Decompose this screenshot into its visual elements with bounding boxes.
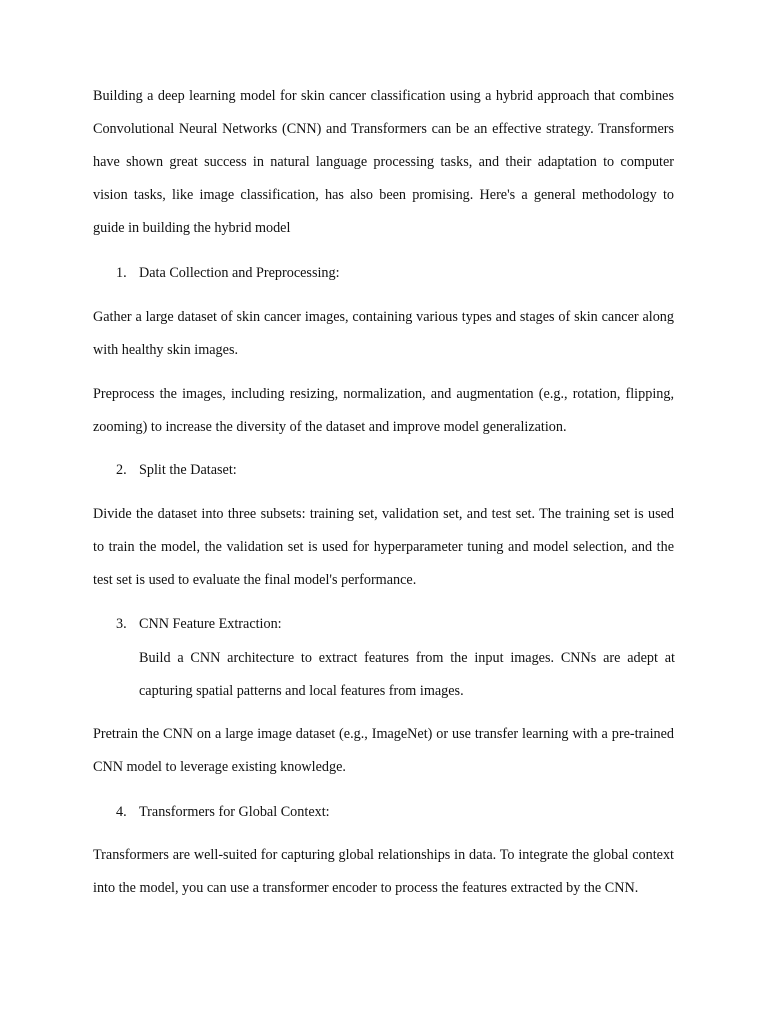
list-number: 3. <box>116 616 127 632</box>
list-item-title: Transformers for Global Context: <box>139 804 330 820</box>
paragraph-preprocess: Preprocess the images, including resizing, normalization, and augmentation (e.g., rotation, flipping, zooming) to increase the diversity of the dataset and improve model generalization. <box>93 386 674 435</box>
list-item-4 <box>116 802 330 822</box>
paragraph-cnn-indented: Build a CNN architecture to extract features from the input images. CNNs are adept at capturing spatial patterns and local features from images. <box>139 650 675 699</box>
intro-paragraph: Building a deep learning model for skin cancer classification using a hybrid approach that combines Convolutional Neural Networks (CNN) and Transformers can be an effective strategy. Transformers have shown great success in natural language processing tasks, and their adaptation to computer vision tasks, like image classification, has also been promising. Here's a general methodology to guide in building the hybrid model <box>93 88 674 236</box>
paragraph-transformers: Transformers are well-suited for capturing global relationships in data. To integrate the global context into the model, you can use a transformer encoder to process the features extracted by the CNN. <box>93 847 674 896</box>
list-item-3 <box>116 614 282 634</box>
list-number: 2. <box>116 462 127 478</box>
list-item-1 <box>116 263 340 283</box>
list-item-2 <box>116 460 237 480</box>
paragraph-split-dataset: Divide the dataset into three subsets: training set, validation set, and test set. The training set is used to train the model, the validation set is used for hyperparameter tuning and model selection, and the test set is used to evaluate the final model's performance. <box>93 506 674 588</box>
paragraph-gather-dataset: Gather a large dataset of skin cancer images, containing various types and stages of skin cancer along with healthy skin images. <box>93 309 674 358</box>
list-item-title: Data Collection and Preprocessing: <box>139 265 340 281</box>
list-item-title: CNN Feature Extraction: <box>139 616 282 632</box>
list-number: 1. <box>116 265 127 281</box>
paragraph-pretrain-cnn: Pretrain the CNN on a large image dataset (e.g., ImageNet) or use transfer learning with a pre-trained CNN model to leverage existing knowledge. <box>93 726 674 775</box>
list-number: 4. <box>116 804 127 820</box>
list-item-title: Split the Dataset: <box>139 462 237 478</box>
